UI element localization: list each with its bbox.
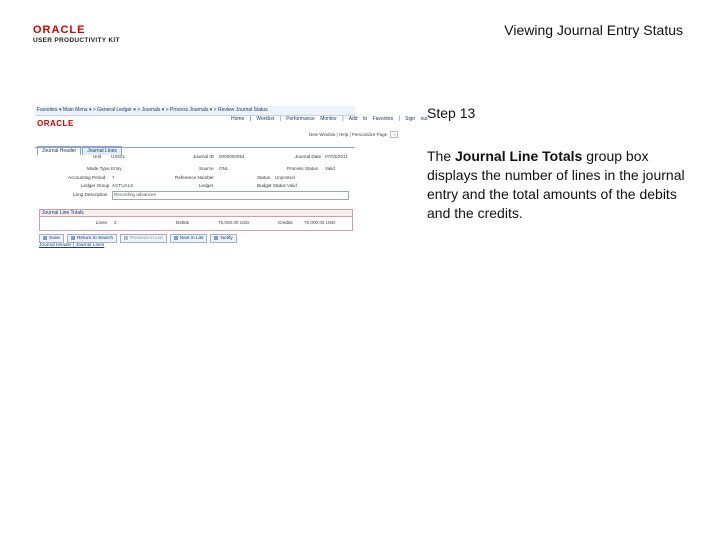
budget-status-value: Valid bbox=[287, 183, 297, 188]
worklist-link[interactable]: Worklist bbox=[256, 116, 275, 122]
step-number: Step 13 bbox=[427, 105, 476, 121]
source-value: ONL bbox=[219, 166, 229, 171]
breadcrumb[interactable]: Favorites ▾ Main Menu ▾ > General Ledger ▾ > Journals ▾ > Process Journals ▾ > Review Journal Status bbox=[37, 107, 268, 113]
save-icon bbox=[43, 236, 47, 240]
step-description-bold: Journal Line Totals bbox=[455, 148, 583, 164]
journal-line-totals-groupbox bbox=[39, 209, 353, 231]
application-screenshot bbox=[35, 106, 428, 252]
return-icon bbox=[71, 236, 75, 240]
next-in-list-label: Next in List bbox=[179, 236, 204, 241]
notify-button[interactable] bbox=[210, 234, 236, 243]
reference-number-label: Reference Number bbox=[175, 175, 214, 180]
long-description-label: Long Description bbox=[73, 192, 108, 197]
process-status-value: Valid bbox=[325, 166, 335, 171]
journal-id-label: Journal ID bbox=[193, 154, 214, 159]
accounting-period-value: 7 bbox=[112, 175, 115, 180]
add-to-favorites-link[interactable]: Add to Favorites bbox=[348, 116, 394, 122]
navigation-bar bbox=[35, 106, 355, 116]
mode-type-label: Mode Type bbox=[87, 166, 110, 171]
tab-journal-lines[interactable]: Journal Lines bbox=[82, 146, 122, 155]
next-in-list-button[interactable] bbox=[170, 234, 208, 243]
footer-tab-links[interactable]: Journal Header | Journal Lines bbox=[39, 243, 105, 248]
debits-value: 75,000.00 USD bbox=[218, 220, 250, 225]
oracle-upk-logo bbox=[33, 24, 123, 48]
return-to-search-button[interactable] bbox=[67, 234, 117, 243]
tab-journal-header[interactable]: Journal Header bbox=[37, 146, 81, 155]
journal-line-totals-header: Journal Line Totals bbox=[40, 210, 352, 217]
logo-oracle-text: ORACLE bbox=[33, 24, 86, 36]
step-description-pre: The bbox=[427, 148, 456, 164]
credits-label: Credits bbox=[278, 220, 293, 225]
performance-monitor-link[interactable]: Performance Monitor bbox=[286, 116, 337, 122]
accounting-period-label: Accounting Period bbox=[68, 175, 106, 180]
unit-value: US001 bbox=[111, 154, 126, 159]
status-label: Status bbox=[257, 175, 271, 180]
notify-label: Notify bbox=[220, 236, 233, 241]
app-logo: ORACLE bbox=[37, 119, 74, 128]
ledger-label: Ledger bbox=[199, 183, 214, 188]
personalize-page-link[interactable]: Personalize Page bbox=[351, 132, 388, 137]
http-icon[interactable]: ▫ bbox=[390, 131, 398, 138]
page-title: Viewing Journal Entry Status bbox=[504, 22, 683, 38]
logo-upk-text: USER PRODUCTIVITY KIT bbox=[33, 37, 120, 44]
previous-in-list-button[interactable] bbox=[120, 234, 167, 243]
notify-icon bbox=[214, 236, 218, 240]
journal-date-label: Journal Date bbox=[295, 154, 322, 159]
ledger-group-value: ACTUALS bbox=[112, 183, 134, 188]
save-button-label: Save bbox=[49, 236, 60, 241]
return-to-search-label: Return to Search bbox=[76, 236, 114, 241]
source-label: Source bbox=[199, 166, 214, 171]
journal-id-value: 0000000054 bbox=[219, 154, 245, 159]
budget-status-label: Budget Status bbox=[257, 183, 286, 188]
unit-label: Unit bbox=[93, 154, 102, 159]
sign-out-link[interactable]: Sign out bbox=[405, 116, 428, 122]
step-description-post: group box displays the number of lines in the journal entry and the total amounts of the debits and the credits. bbox=[427, 148, 685, 221]
status-value: Unposted bbox=[275, 175, 295, 180]
credits-value: 75,000.00 USD bbox=[304, 220, 336, 225]
lines-label: Lines bbox=[96, 220, 107, 225]
step-description bbox=[427, 147, 697, 223]
tab-divider bbox=[35, 147, 355, 148]
page-tabs bbox=[37, 139, 123, 154]
top-links: Home | Worklist | Performance Monitor | Add to Favorites | Sign out bbox=[231, 116, 428, 122]
help-link[interactable]: Help bbox=[338, 132, 349, 137]
new-window-link[interactable]: New Window bbox=[309, 132, 336, 137]
ledger-group-label: Ledger Group bbox=[81, 183, 110, 188]
debits-label: Debits bbox=[176, 220, 190, 225]
save-button[interactable] bbox=[39, 234, 64, 243]
home-link[interactable]: Home bbox=[231, 116, 245, 122]
previous-icon bbox=[124, 236, 128, 240]
journal-date-value: 07/03/2011 bbox=[325, 154, 348, 159]
long-description-field[interactable]: Recording advances bbox=[112, 191, 349, 200]
page-actions: New Window | Help | Personalize Page ▫ bbox=[309, 132, 398, 137]
lines-value: 2 bbox=[114, 220, 117, 225]
process-status-label: Process Status bbox=[287, 166, 318, 171]
mode-type-value: Entry bbox=[111, 166, 122, 171]
next-icon bbox=[174, 236, 178, 240]
previous-in-list-label: Previous in List bbox=[130, 236, 163, 241]
